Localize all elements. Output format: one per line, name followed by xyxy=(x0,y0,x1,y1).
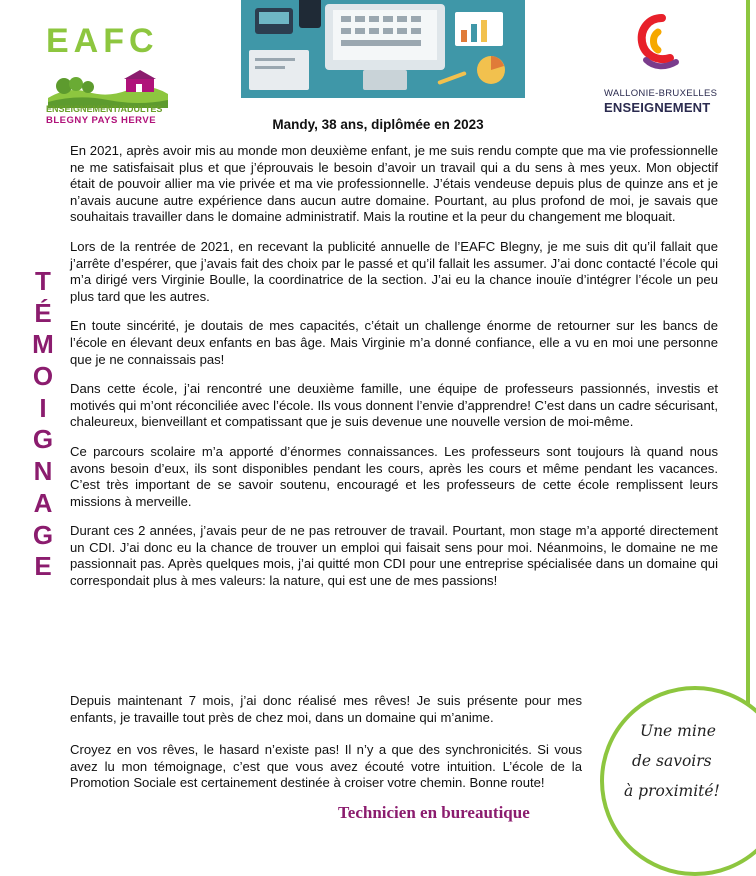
course-title: Technicien en bureautique xyxy=(338,803,530,822)
side-letter: T xyxy=(35,266,51,296)
eafc-logo xyxy=(44,22,176,126)
wb-logo-line2: ENSEIGNEMENT xyxy=(604,100,711,115)
testimonial-tail xyxy=(70,693,582,805)
paragraph: Depuis maintenant 7 mois, j’ai donc réalisé mes rêves! Je suis présente pour mes enfants, je travaille tout près de chez moi, dans un domaine qui m’anime. xyxy=(70,693,582,725)
wallonie-bruxelles-logo xyxy=(598,8,728,126)
side-letter: A xyxy=(33,487,53,518)
wb-logo-line1: WALLONIE-BRUXELLES xyxy=(604,88,718,99)
side-letter: I xyxy=(39,392,47,423)
side-letter: E xyxy=(34,551,52,582)
side-letter: O xyxy=(32,361,54,392)
side-letter: G xyxy=(32,424,54,455)
office-desk-laptop-icon xyxy=(241,0,525,98)
paragraph: En toute sincérité, je doutais de mes capacités, c’était un challenge énorme de retourner sur les bancs de l’école en élevant deux enfants en bas âge. Mais Virginie m’a donné confiance, elle a vu en moi une personne que je ne connaissais pas! xyxy=(70,318,718,367)
paragraph: Lors de la rentrée de 2021, en recevant la publicité annuelle de l’EAFC Blegny, je me suis dit qu’il fallait que j’arrête d’espérer, que j’avais fait des choix par le passé et qu’il fallait les assumer. J’ai donc contacté l’école qui m’a dirigé vers Virginie Boulle, la coordinatrice de la section. J’ai eu la chance inouïe d’intégrer l’école un peu plus tard que les autres. xyxy=(70,238,718,304)
wb-logo-mark-icon xyxy=(632,14,682,72)
side-letter: N xyxy=(33,456,53,487)
side-word-temoignage xyxy=(28,266,58,583)
slogan-line1: Une mine xyxy=(640,722,716,740)
paragraph: Croyez en vos rêves, le hasard n’existe pas! Il n’y a que des synchronicités. Si vous avez lu mon témoignage, c’est que vous avez écouté votre intuition. L’école de la Promotion Sociale est certainement destinée à croiser votre chemin. Bonne route! xyxy=(70,742,582,791)
paragraph: Dans cette école, j’ai rencontré une deuxième famille, une équipe de professeurs passionnés, investis et motivés qui m’ont réconciliée avec l’école. Ils vous donnent l’envie d’apprendre! C’est dans un cadre sécurisant, chaleureux, bienveillant et compatissant que je suis devenue une nouvelle version de moi-même. xyxy=(70,381,718,430)
slogan-line2: de savoirs xyxy=(632,752,712,770)
office-desk-photo xyxy=(241,0,525,98)
eafc-logo-line1: ENSEIGNEMENT/ADULTES xyxy=(46,104,163,114)
eafc-landscape-icon xyxy=(48,68,168,108)
paragraph: Ce parcours scolaire m’a apporté d’énormes connaissances. Les professeurs sont toujours là quand nous avons besoin d’eux, ils sont disponibles pendant les cours, après les cours et même pendant les vacances. C’est très important de se savoir soutenu, encouragé et les professeurs de cette école remplissent leurs missions à merveille. xyxy=(70,443,718,509)
testimonial-subtitle: Mandy, 38 ans, diplômée en 2023 xyxy=(272,117,484,132)
side-letter: M xyxy=(32,329,54,360)
side-letter: G xyxy=(32,519,54,550)
paragraph: Durant ces 2 années, j’avais peur de ne pas retrouver de travail. Pourtant, mon stage m’a apporté directement un CDI. J’ai donc eu la chance de trouver un emploi qui faisait sens pour moi. Néanmoins, le domaine ne me passionnait pas. Après quelques mois, j’ai quitté mon CDI pour une entreprise spécialisée dans un domaine qui correspondait plus à mes valeurs: la nature, qui est une de mes passions! xyxy=(70,523,718,589)
eafc-logo-letters: EAFC xyxy=(46,22,159,60)
eafc-logo-line2: BLEGNY PAYS HERVE xyxy=(46,115,157,126)
paragraph: En 2021, après avoir mis au monde mon deuxième enfant, je me suis rendu compte que ma vie professionnelle ne me satisfaisait plus et que j’éprouvais le besoin d’avoir un travail qui a du sens à mes yeux. Mon objectif était de pouvoir allier ma vie privée et ma vie professionnelle. J’étais vendeuse depuis plus de quinze ans et je n’avais aucune autre expérience dans aucun autre domaine. Pourtant, au plus profond de moi, je savais que souhaitais travailler dans le domaine administratif. Mais la routine et la peur du changement me bloquait. xyxy=(70,143,718,225)
testimonial-body xyxy=(70,143,718,603)
side-letter: É xyxy=(34,297,52,328)
slogan-line3: à proximité! xyxy=(624,782,720,800)
